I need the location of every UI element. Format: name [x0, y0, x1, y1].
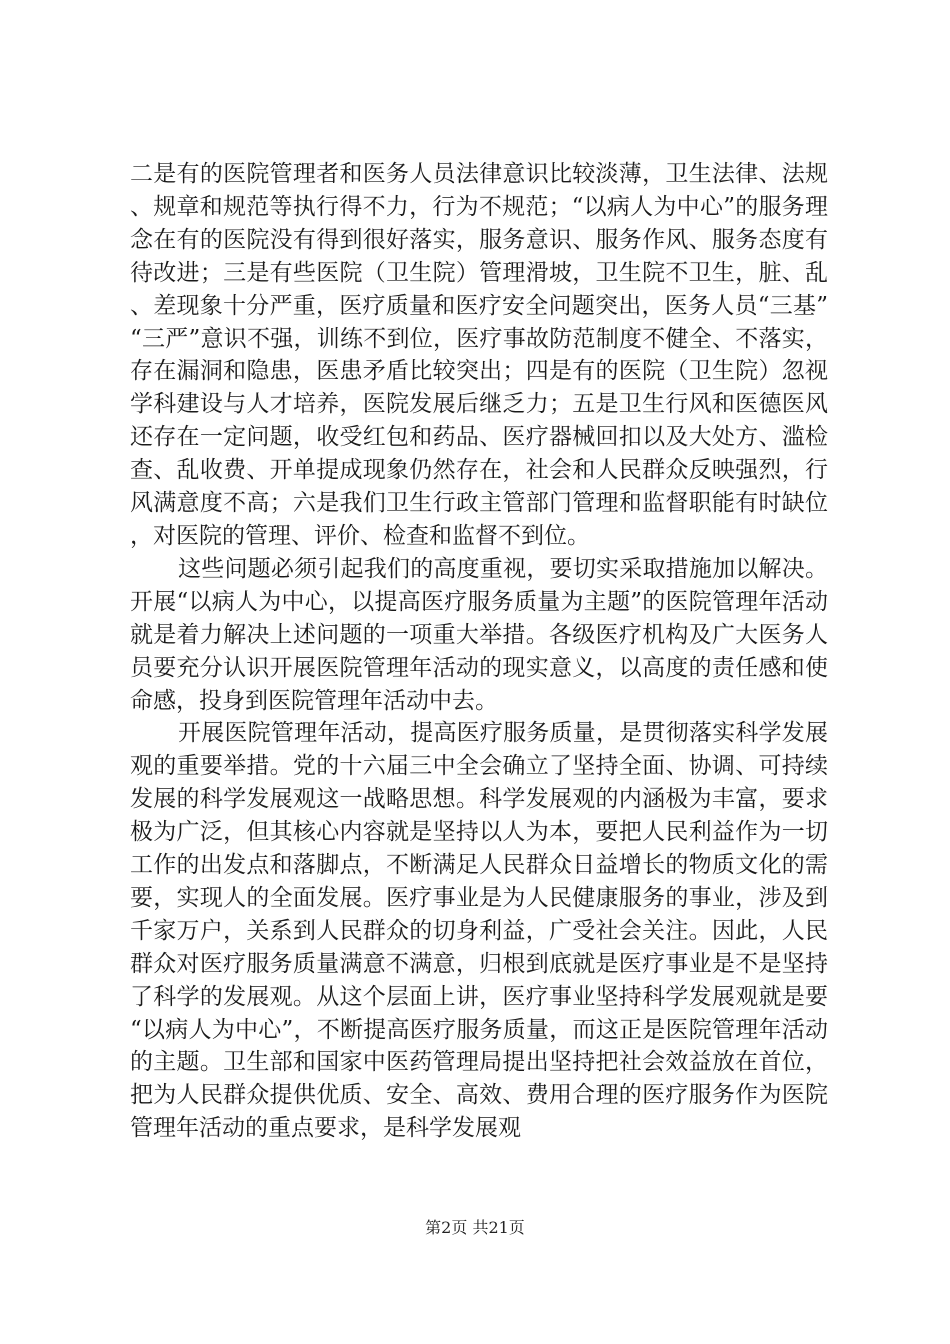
page-number-footer: 第2页 共21页: [425, 1218, 525, 1237]
paragraph-2: 这些问题必须引起我们的高度重视，要切实采取措施加以解决。开展“以病人为中心，以提高医疗服务质量为主题”的医院管理年活动就是着力解决上述问题的一项重大举措。各级医疗机构及广大医务人员要充分认识开展医院管理年活动的现实意义，以高度的责任感和使命感，投身到医院管理年活动中去。: [130, 555, 828, 714]
document-body: [130, 158, 828, 1145]
paragraph-3: 开展医院管理年活动，提高医疗服务质量，是贯彻落实科学发展观的重要举措。党的十六届三中全会确立了坚持全面、协调、可持续发展的科学发展观这一战略思想。科学发展观的内涵极为丰富，要求极为广泛，但其核心内容就是坚持以人为本，要把人民利益作为一切工作的出发点和落脚点，不断满足人民群众日益增长的物质文化的需要，实现人的全面发展。医疗事业是为人民健康服务的事业，涉及到千家万户，关系到人民群众的切身利益，广受社会关注。因此，人民群众对医疗服务质量满意不满意，归根到底就是医疗事业是不是坚持了科学的发展观。从这个层面上讲，医疗事业坚持科学发展观就是要“以病人为中心”，不断提高医疗服务质量，而这正是医院管理年活动的主题。卫生部和国家中医药管理局提出坚持把社会效益放在首位，把为人民群众提供优质、安全、高效、费用合理的医疗服务作为医院管理年活动的重点要求，是科学发展观: [130, 720, 828, 1142]
paragraph-1: 二是有的医院管理者和医务人员法律意识比较淡薄，卫生法律、法规、规章和规范等执行得不力，行为不规范；“以病人为中心”的服务理念在有的医院没有得到很好落实，服务意识、服务作风、服务态度有待改进；三是有些医院（卫生院）管理滑坡，卫生院不卫生，脏、乱、差现象十分严重，医疗质量和医疗安全问题突出，医务人员“三基”“三严”意识不强，训练不到位，医疗事故防范制度不健全、不落实，存在漏洞和隐患，医患矛盾比较突出；四是有的医院（卫生院）忽视学科建设与人才培养，医院发展后继乏力；五是卫生行风和医德医风还存在一定问题，收受红包和药品、医疗器械回扣以及大处方、滥检查、乱收费、开单提成现象仍然存在，社会和人民群众反映强烈，行风满意度不高；六是我们卫生行政主管部门管理和监督职能有时缺位，对医院的管理、评价、检查和监督不到位。: [130, 161, 828, 549]
